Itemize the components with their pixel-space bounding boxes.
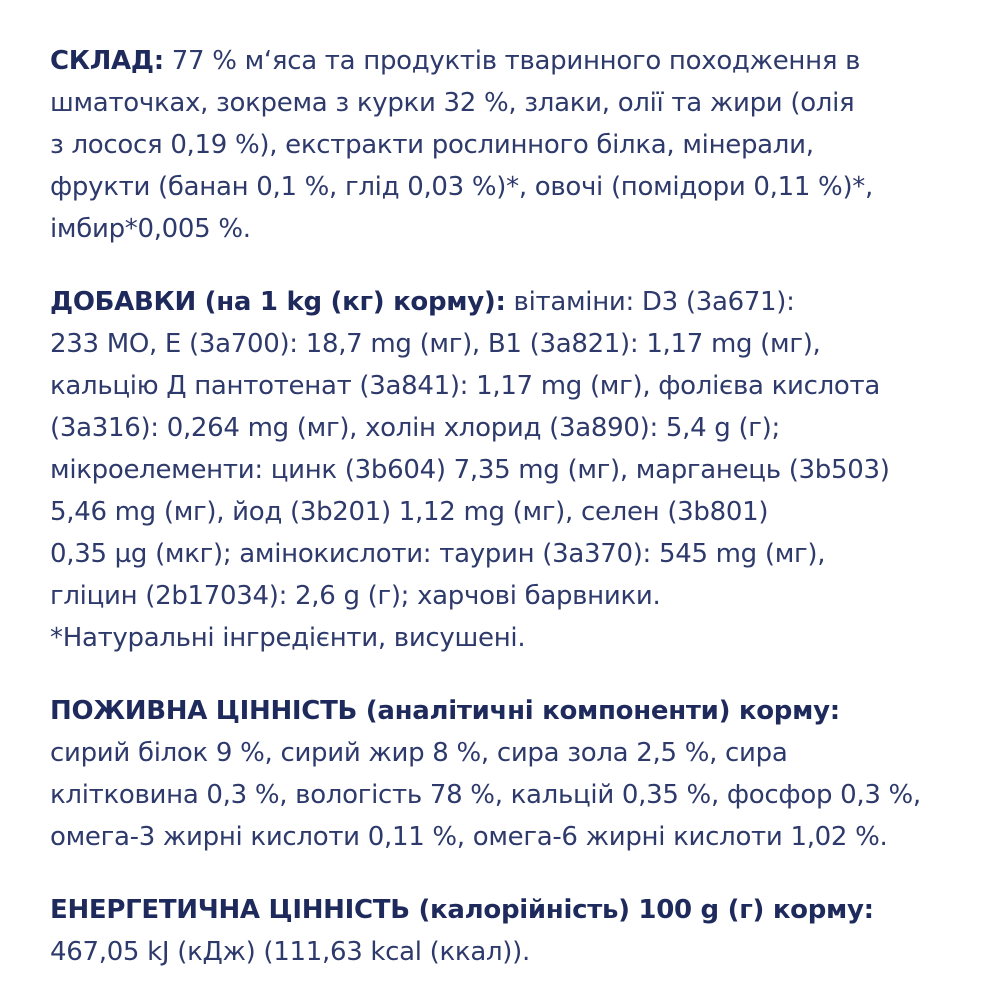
nutrition-section xyxy=(50,690,970,858)
additives-text: гліцин (2b17034): 2,6 g (г); харчові барвники. xyxy=(50,581,661,611)
additives-text: мікроелементи: цинк (3b604) 7,35 mg (мг), марганець (3b503) xyxy=(50,455,890,485)
energy-section xyxy=(50,889,970,973)
ingredients-document xyxy=(50,40,970,973)
additives-section xyxy=(50,281,970,659)
composition-text: з лосося 0,19 %), екстракти рослинного білка, мінерали, xyxy=(50,130,814,160)
composition-text: шматочках, зокрема з курки 32 %, злаки, олії та жири (олія xyxy=(50,88,855,118)
nutrition-text: клітковина 0,3 %, вологість 78 %, кальцій 0,35 %, фосфор 0,3 %, xyxy=(50,780,921,810)
additives-text: 233 МО, Е (3а700): 18,7 mg (мг), В1 (3а821): 1,17 mg (мг), xyxy=(50,329,821,359)
additives-text: кальцію Д пантотенат (3а841): 1,17 mg (мг), фолієва кислота xyxy=(50,371,881,401)
additives-text: 0,35 µg (мкг); амінокислоти: таурин (3а370): 545 mg (мг), xyxy=(50,539,826,569)
energy-heading: ЕНЕРГЕТИЧНА ЦІННІСТЬ (калорійність) 100 g (г) корму: xyxy=(50,895,874,925)
nutrition-heading: ПОЖИВНА ЦІННІСТЬ (аналітичні компоненти) корму: xyxy=(50,696,840,726)
composition-section xyxy=(50,40,970,250)
additives-text: вітаміни: D3 (3а671): xyxy=(505,287,795,317)
composition-first-line xyxy=(50,40,970,82)
composition-text: імбир*0,005 %. xyxy=(50,214,251,244)
composition-heading: СКЛАД: xyxy=(50,46,164,76)
natural-ingredients-footnote: *Натуральні інгредієнти, висушені. xyxy=(50,623,526,653)
additives-first-line xyxy=(50,281,970,323)
composition-text: фрукти (банан 0,1 %, глід 0,03 %)*, овочі (помідори 0,11 %)*, xyxy=(50,172,873,202)
nutrition-text: сирий білок 9 %, сирий жир 8 %, сира зола 2,5 %, сира xyxy=(50,738,788,768)
additives-text: 5,46 mg (мг), йод (3b201) 1,12 mg (мг), селен (3b801) xyxy=(50,497,769,527)
additives-text: (3а316): 0,264 mg (мг), холін хлорид (3а890): 5,4 g (г); xyxy=(50,413,780,443)
composition-text: 77 % м‘яса та продуктів тваринного походження в xyxy=(163,46,861,76)
energy-text: 467,05 kJ (кДж) (111,63 kcal (ккал)). xyxy=(50,937,530,967)
nutrition-text: омега-3 жирні кислоти 0,11 %, омега-6 жирні кислоти 1,02 %. xyxy=(50,822,888,852)
additives-heading: ДОБАВКИ (на 1 kg (кг) корму): xyxy=(50,287,506,317)
